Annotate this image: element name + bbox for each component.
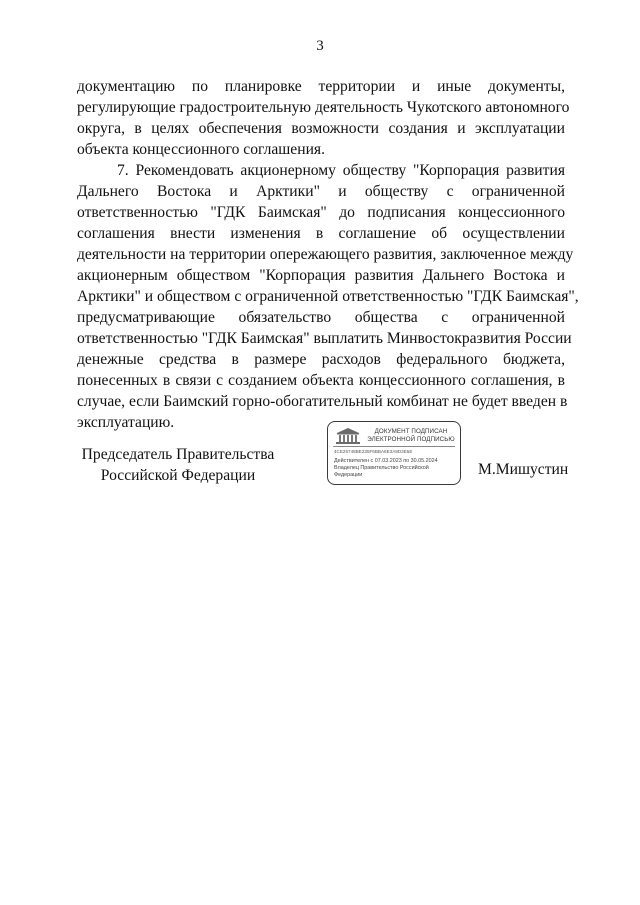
text-line: денежные средства в размере расходов федерального бюджета, [77, 351, 565, 368]
text-line: 7. Рекомендовать акционерному обществу "Корпорация развития [117, 162, 565, 179]
document-body [77, 76, 579, 433]
text-line: акционерным обществом "Корпорация развития Дальнего Востока и [77, 267, 565, 284]
paragraph-continuation [77, 76, 570, 160]
paragraph-item-7 [77, 160, 579, 433]
text-line: деятельности на территории опережающего развития, заключенное между [77, 246, 574, 263]
text-line: объекта концессионного соглашения. [77, 141, 325, 158]
text-line: ответственностью "ГДК Баимская" до подписания концессионного [77, 204, 565, 221]
electronic-signature-stamp [327, 421, 461, 485]
signer-name: М.Мишустин [478, 461, 569, 478]
stamp-divider [333, 446, 455, 447]
signer-title-line: Российской Федерации [100, 467, 256, 484]
stamp-heading-line: ЭЛЕКТРОННОЙ ПОДПИСЬЮ [367, 436, 455, 443]
text-line: понесенных в связи с созданием объекта концессионного соглашения, в [77, 372, 565, 389]
stamp-certificate: 4CE25748BE235F6BBA8E3A9D3E5E [334, 449, 413, 454]
signer-title-line: Председатель Правительства [81, 446, 275, 463]
text-line: ответственностью "ГДК Баимская" выплатить Минвостокразвития России [77, 330, 572, 347]
text-line: регулирующие градостроительную деятельность Чукотского автономного [77, 99, 570, 116]
text-line: документацию по планировке территории и иные документы, [77, 78, 565, 95]
stamp-owner: Владелец Правительство Российской Федерации [334, 465, 429, 478]
text-line: Арктики" и обществом с ограниченной ответственностью "ГДК Баимская", [77, 288, 579, 305]
text-line: предусматривающие обязательство общества с ограниченной [77, 309, 565, 326]
signer-title [78, 444, 278, 486]
text-line: соглашения внести изменения в соглашение об осуществлении [77, 225, 565, 242]
text-line: эксплуатацию. [77, 414, 175, 431]
stamp-heading-line: ДОКУМЕНТ ПОДПИСАН [374, 428, 448, 435]
stamp-heading [364, 428, 458, 444]
text-line: округа, в целях обеспечения возможности создания и эксплуатации [77, 120, 565, 137]
text-line: Дальнего Востока и Арктики" и обществу с ограниченной [77, 183, 565, 200]
stamp-validity: Действителен с 07.03.2023 по 30.05.2024 [334, 458, 438, 464]
government-building-icon [334, 427, 362, 445]
page-number: 3 [316, 38, 324, 54]
text-line: случае, если Баимский горно-обогатительный комбинат не будет введен в [77, 393, 568, 410]
